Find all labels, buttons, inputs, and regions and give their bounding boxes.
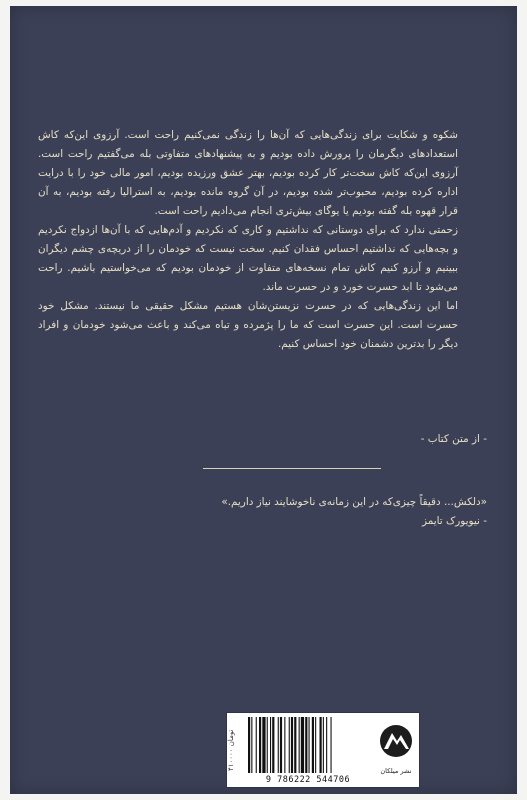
excerpt-credit: - از متن کتاب - [420, 433, 487, 445]
mountain-logo-icon [379, 719, 413, 765]
divider-line [203, 468, 381, 469]
price-label: ۴۱۰۰۰۰ تومان [227, 729, 235, 771]
blurb-text [38, 126, 458, 354]
press-quote-text: «دلکش... دقیقاً چیزی‌که در این زمانه‌ی ناخوشایند نیاز داریم.» [221, 496, 487, 508]
blurb-paragraph-3: اما این زندگی‌هایی که در حسرت نزیستن‌شان هستیم مشکل حقیقی ما نیستند. مشکل خود حسرت است. این حسرت است که ما را پژمرده و تباه می‌کند و باعث می‌شود خودمان و افراد دیگر را بدترین دشمنان خود احساس کنیم. [38, 300, 458, 350]
barcode-panel [226, 712, 420, 788]
book-back-cover [10, 6, 517, 794]
barcode-digits: 9 786222 544706 [265, 775, 351, 785]
press-quote-source: - نیویورک تایمز [421, 515, 487, 527]
publisher-logo [379, 719, 413, 781]
blurb-paragraph-1: شکوه و شکایت برای زندگی‌هایی که آن‌ها را زندگی نمی‌کنیم راحت است. آرزوی این‌که کاش استعدادهای دیگرمان را پرورش داده بودیم و به پیشنهادهای متفاوتی بله می‌گفتیم راحت است. آرزوی این‌که کاش سخت‌تر کار کرده بودیم، بهتر عشق ورزیده بودیم، امور مالی خود را با درایت اداره کرده بودیم، محبوب‌تر شده بودیم، در آن گروه مانده بودیم، به استرالیا رفته بودیم، به آن قرار قهوه بله گفته بودیم یا یوگای بیش‌تری انجام می‌دادیم راحت است. [38, 129, 458, 217]
publisher-name: نشر میلکان [380, 767, 412, 775]
press-quote [221, 493, 487, 531]
blurb-paragraph-2: زحمتی ندارد که برای دوستانی که نداشتیم و کاری که نکردیم و آدم‌هایی که با آن‌ها ازدواج نکردیم و بچه‌هایی که نداشتیم احساس فقدان کنیم. سخت نیست که خودمان را از دریچه‌ی چشم دیگران ببینیم و آرزو کنیم کاش تمام نسخه‌های متفاوت از خودمان بودیم که می‌خواستیم باشیم. راحت می‌شود تا ابد حسرت خورد و در حسرت ماند. [38, 224, 458, 293]
barcode [244, 717, 376, 775]
